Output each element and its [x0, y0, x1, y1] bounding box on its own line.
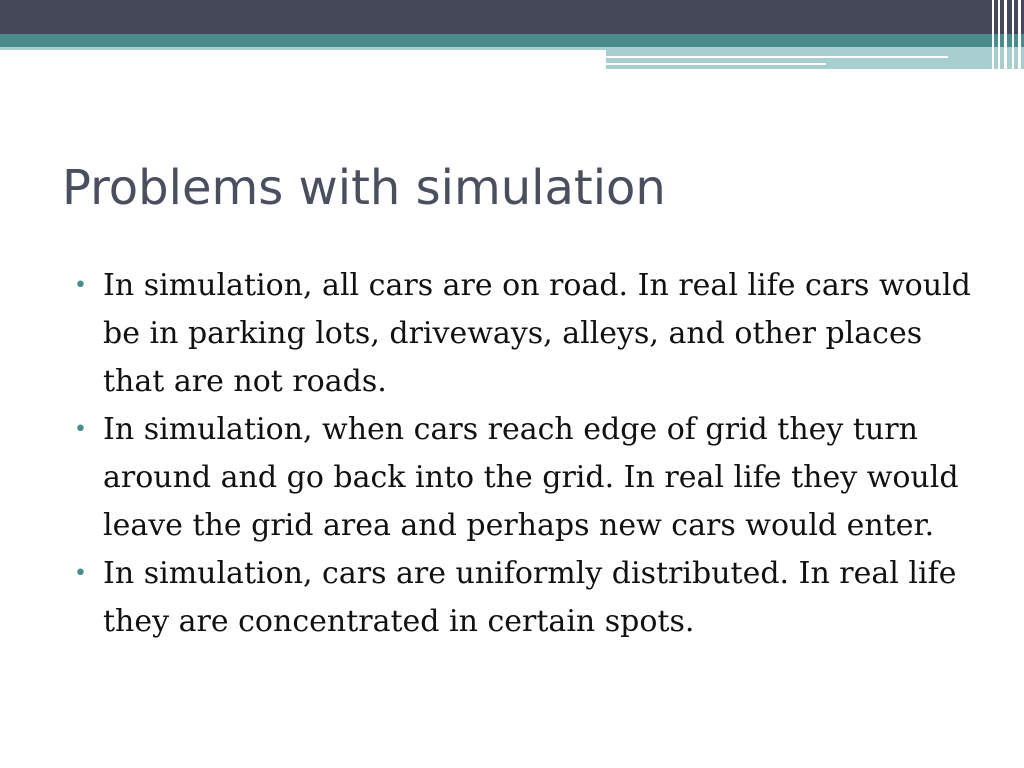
list-item [72, 550, 982, 646]
header-right-line [606, 56, 948, 58]
bullet-text: In simulation, when cars reach edge of grid they turn around and go back into the grid. In real life they would leave the grid area and perhaps new cars would enter. [103, 412, 959, 543]
bullet-text: In simulation, all cars are on road. In real life cars would be in parking lots, driveways, alleys, and other places that are not roads. [103, 268, 971, 399]
bullet-icon: • [74, 273, 87, 298]
list-item [72, 406, 982, 550]
bullet-list [72, 262, 982, 646]
header-right-line [606, 63, 826, 65]
bullet-icon: • [74, 561, 87, 586]
bullet-icon: • [74, 417, 87, 442]
header-light-band [0, 47, 606, 50]
slide-title: Problems with simulation [62, 160, 666, 216]
header-teal-band [0, 34, 1024, 47]
header-dark-band [0, 0, 1024, 34]
bullet-text: In simulation, cars are uniformly distributed. In real life they are concentrated in certain spots. [103, 556, 957, 639]
header-stripes [990, 0, 1024, 69]
list-item [72, 262, 982, 406]
header-right-block [606, 47, 1024, 69]
